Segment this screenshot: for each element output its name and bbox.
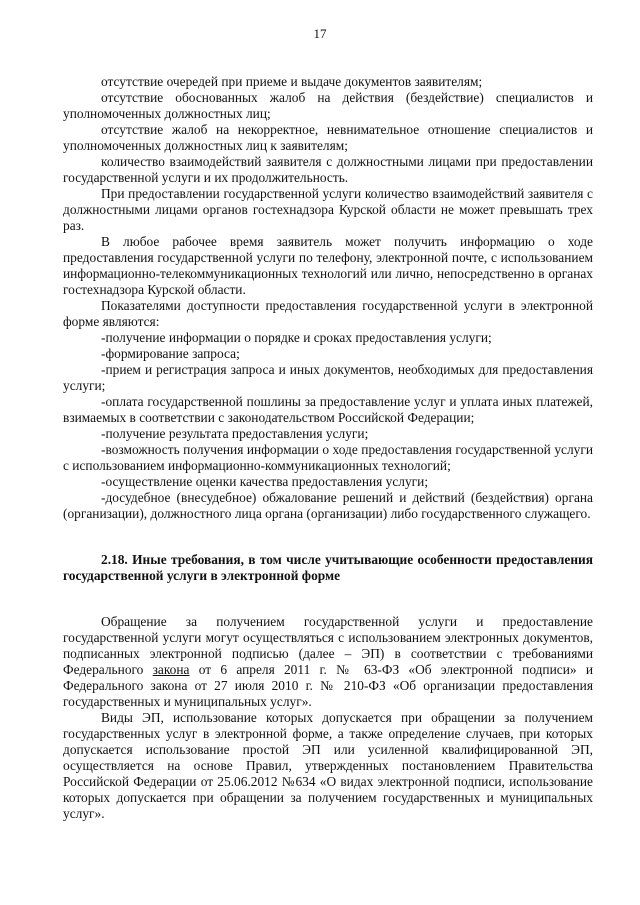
list-item: -досудебное (внесудебное) обжалование решений и действий (бездействия) органа (организации), должностного лица органа (организации) либо государственного служащего. [63,490,593,521]
document-body [63,74,593,822]
section-heading: 2.18. Иные требования, в том числе учитывающие особенности предоставления государственной услуги в электронной форме [63,552,593,583]
paragraph: отсутствие жалоб на некорректное, невнимательное отношение специалистов и уполномоченных должностных лиц к заявителям; [63,122,593,153]
list-item: -оплата государственной пошлины за предоставление услуг и уплата иных платежей, взимаемых в соответствии с законодательством Российской Федерации; [63,394,593,425]
paragraph-text: от 6 апреля 2011 г. № 63-ФЗ «Об электронной подписи» и Федерального закона от 27 июля 2010 г. № 210-ФЗ «Об организации предоставления государственных и муниципальных услуг». [63,662,593,709]
paragraph: отсутствие обоснованных жалоб на действия (бездействие) специалистов и уполномоченных должностных лиц; [63,90,593,121]
list-item: -получение результата предоставления услуги; [101,426,369,441]
page-number: 17 [313,26,327,41]
paragraph-group-2 [63,614,593,822]
paragraph: Показателями доступности предоставления государственной услуги в электронной форме являются: [63,298,593,329]
law-link[interactable]: закона [152,662,190,677]
paragraph-text: Обращение за получением государственной услуги и предоставление государственной услуги могут осуществляться с использованием электронных документов, подписанных электронной подписью (далее – ЭП) в соответствии с требованиями Федерального [63,614,593,677]
list-item: -осуществление оценки качества предоставления услуги; [101,474,429,489]
paragraph [63,614,593,710]
list-item: -получение информации о порядке и сроках предоставления услуги; [101,330,492,345]
paragraph: количество взаимодействий заявителя с должностными лицами при предоставлении государственной услуги и их продолжительность. [63,154,593,185]
paragraph: отсутствие очередей при приеме и выдаче документов заявителям; [101,74,483,89]
list-item: -возможность получения информации о ходе предоставления государственной услуги с использованием информационно-коммуникационных технологий; [63,442,593,473]
paragraph: При предоставлении государственной услуги количество взаимодействий заявителя с должностными лицами органов гостехнадзора Курской области не может превышать трех раз. [63,186,593,233]
paragraph-group-1 [63,74,593,522]
list-item: -прием и регистрация запроса и иных документов, необходимых для предоставления услуги; [63,362,593,393]
paragraph: Виды ЭП, использование которых допускается при обращении за получением государственных услуг в электронной форме, а также определение случаев, при которых допускается использование простой ЭП или усиленной квалифицированной ЭП, осуществляется на основе Правил, утвержденных постановлением Правительства Российской Федерации от 25.06.2012 №634 «О видах электронной подписи, использование которых допускается при обращении за получением государственных и муниципальных услуг». [63,710,593,821]
list-item: -формирование запроса; [101,346,240,361]
paragraph: В любое рабочее время заявитель может получить информацию о ходе предоставления государственной услуги по телефону, электронной почте, с использованием информационно-телекоммуникационных технологий или лично, непосредственно в органах гостехнадзора Курской области. [63,234,593,297]
